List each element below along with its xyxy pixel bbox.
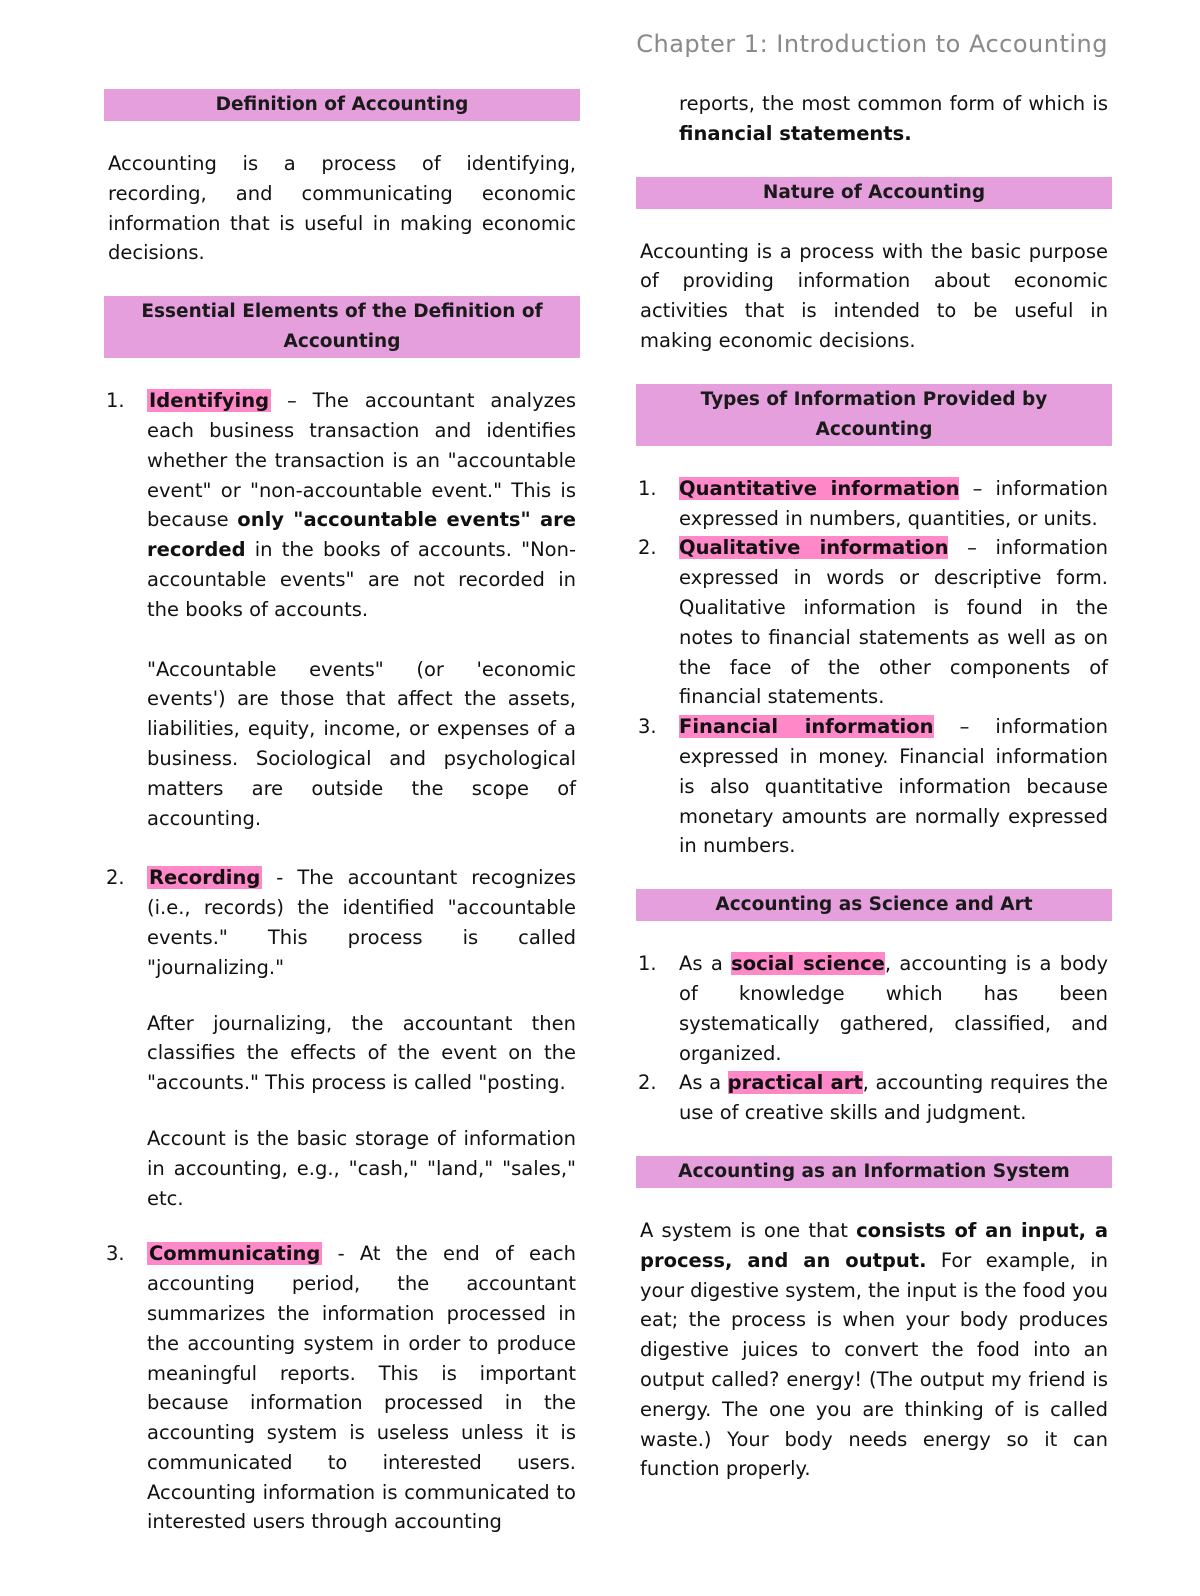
elements-title-line2: Accounting bbox=[283, 331, 401, 353]
identifying-text-b: in the books of accounts. "Non-accountable events" are not recorded in the books of accounts. bbox=[147, 538, 576, 621]
practical-art-pre: As a bbox=[679, 1071, 728, 1095]
list-number: 3. bbox=[106, 1242, 125, 1266]
section-header-info-system: Accounting as an Information System bbox=[636, 1156, 1112, 1188]
list-number: 2. bbox=[106, 866, 125, 890]
list-item-qualitative bbox=[636, 533, 1112, 712]
list-number: 3. bbox=[638, 715, 657, 739]
practical-art-text: , accounting requires the use of creative skills and judgment. bbox=[679, 1071, 1108, 1125]
science-art-list bbox=[636, 949, 1112, 1128]
social-science-text: , accounting is a body of knowledge which has been systematically gathered, classified, and organized. bbox=[679, 952, 1108, 1065]
list-item-quantitative bbox=[636, 474, 1112, 534]
section-header-elements bbox=[104, 296, 580, 358]
social-science-pre: As a bbox=[679, 952, 732, 976]
sys-pre: A system is one that bbox=[640, 1218, 857, 1242]
posting-para: After journalizing, the accountant then classifies the effects of the event on the "accounts." This process is called "posting. bbox=[147, 1011, 576, 1095]
sys-bold: consists of an input, a process, and an output. bbox=[640, 1218, 1108, 1272]
section-header-types: Types of Information Provided by Accounting bbox=[636, 384, 1112, 446]
identifying-bold: only "accountable events" are recorded bbox=[147, 508, 576, 562]
section-header-science-art: Accounting as Science and Art bbox=[636, 889, 1112, 921]
list-number: 1. bbox=[106, 389, 125, 413]
term-practical-art: practical art bbox=[727, 1071, 863, 1095]
identifying-para bbox=[147, 386, 576, 624]
term-quantitative: Quantitative information bbox=[679, 476, 960, 500]
identifying-text-a: – The accountant analyzes each business transaction and identifies whether the transaction is an "accountable event" or "non-accountable event." This is because bbox=[147, 389, 576, 532]
qualitative-text: – information expressed in words or descriptive form. Qualitative information is found in the notes to financial statements as well as on the face of the other components of financial statements. bbox=[679, 536, 1108, 709]
term-communicating: Communicating bbox=[149, 1242, 321, 1266]
nature-text: Accounting is a process with the basic purpose of providing information about economic activities that is intended to be useful in making economic decisions. bbox=[640, 239, 1108, 352]
cont-text: reports, the most common form of which is bbox=[679, 92, 1108, 115]
account-para: Account is the basic storage of information in accounting, e.g., "cash," "land," "sales," etc. bbox=[147, 1126, 576, 1210]
term-qualitative: Qualitative information bbox=[679, 536, 949, 560]
term-recording: Recording bbox=[149, 866, 261, 890]
term-social-science: social science bbox=[731, 952, 885, 976]
recording-text: - The accountant recognizes (i.e., records) the identified "accountable events." This process is called "journalizing." bbox=[147, 866, 576, 979]
list-item-social-science bbox=[636, 949, 1112, 1068]
communicating-para bbox=[147, 1239, 576, 1537]
quantitative-text: – information expressed in numbers, quantities, or units. bbox=[679, 476, 1108, 530]
right-column bbox=[636, 89, 1112, 1484]
continued-text bbox=[636, 89, 1112, 149]
types-list bbox=[636, 474, 1112, 861]
list-item-recording bbox=[104, 863, 580, 1213]
list-number: 2. bbox=[638, 536, 657, 560]
communicating-text: - At the end of each accounting period, the accountant summarizes the information processed in the accounting system in order to produce meaningful reports. This is important because information processed in the accounting system is useless unless it is communicated to interested users. Accounting information is communicated to interested users through accounting bbox=[147, 1242, 576, 1534]
term-financial: Financial information bbox=[679, 715, 934, 739]
accountable-events-para: "Accountable events" (or 'economic events') are those that affect the assets, liabilities, equity, income, or expenses of a business. Sociological and psychological matters are outside the scope of accounting. bbox=[147, 657, 576, 830]
list-number: 1. bbox=[638, 952, 657, 976]
definition-text: Accounting is a process of identifying, recording, and communicating economic information that is useful in making economic decisions. bbox=[108, 152, 576, 265]
sys-text: For example, in your digestive system, the input is the food you eat; the process is when your body produces digestive juices to convert the food into an output called? energy! (The output my friend is energy. The one you are thinking of is called waste.) Your body needs energy so it can function properly. bbox=[640, 1248, 1108, 1481]
list-item-identifying bbox=[104, 386, 580, 833]
section-header-nature: Nature of Accounting bbox=[636, 177, 1112, 209]
cont-bold: financial statements. bbox=[679, 121, 912, 145]
list-item-financial bbox=[636, 712, 1112, 861]
list-number: 1. bbox=[638, 476, 657, 500]
recording-para bbox=[147, 863, 576, 982]
financial-text: – information expressed in money. Financial information is also quantitative information because monetary amounts are normally expressed in numbers. bbox=[679, 715, 1108, 858]
section-header-definition: Definition of Accounting bbox=[104, 89, 580, 121]
list-item-communicating bbox=[104, 1239, 580, 1537]
list-item-practical-art bbox=[636, 1068, 1112, 1128]
elements-list bbox=[104, 386, 580, 1537]
elements-title-line1: Essential Elements of the Definition of bbox=[141, 301, 543, 323]
left-column bbox=[104, 89, 580, 1537]
list-number: 2. bbox=[638, 1071, 657, 1095]
info-system-text bbox=[636, 1216, 1112, 1484]
term-identifying: Identifying bbox=[149, 389, 270, 413]
chapter-title: Chapter 1: Introduction to Accounting bbox=[636, 30, 1108, 58]
